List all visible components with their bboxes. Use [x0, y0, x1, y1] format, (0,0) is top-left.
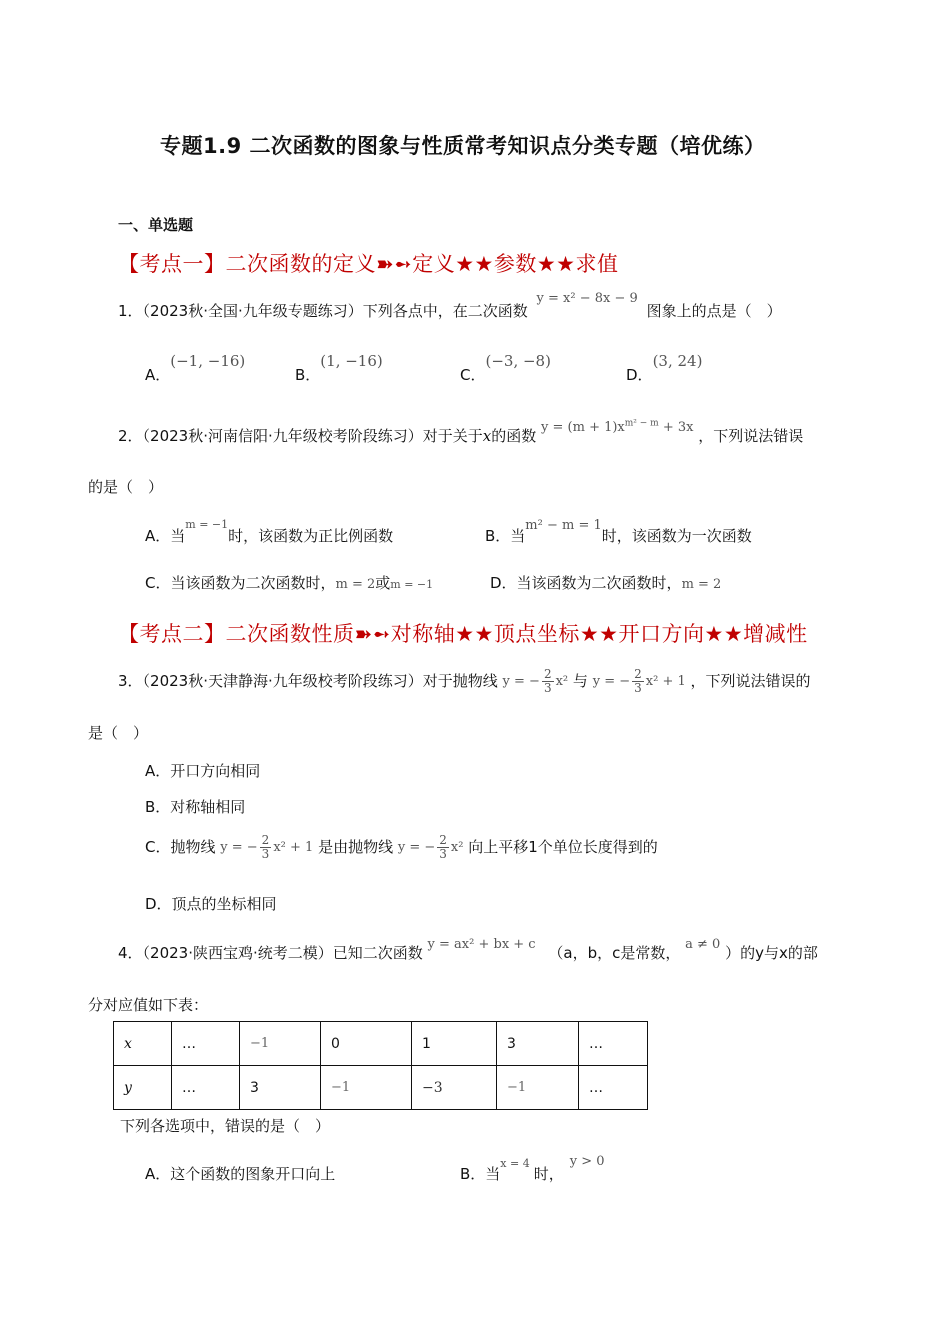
q2-var-x: x	[482, 427, 492, 445]
q3-option-c-f1-num: 2	[261, 833, 270, 847]
q4-value-table	[113, 1021, 648, 1110]
q1-option-b-value: (1, −16)	[320, 352, 383, 370]
q4-paren: （a，b，c是常数，	[548, 944, 681, 962]
q2-option-a-pre: A．当	[145, 527, 186, 545]
q3-tail: ，下列说法错误的	[690, 672, 811, 690]
q3-option-d[interactable]: D．顶点的坐标相同	[145, 895, 277, 913]
q2-tail: ，下列说法错误	[698, 427, 804, 445]
table-cell: …	[172, 1022, 240, 1066]
q3-formula-2	[593, 668, 686, 695]
q2-option-d-math: m = 2	[681, 577, 722, 592]
q1-option-c-value: (−3, −8)	[485, 352, 551, 370]
q3-f1-tail: x²	[555, 674, 569, 689]
q2-option-b-post: 时，该函数为一次函数	[601, 527, 752, 545]
q4-option-b-math1: x = 4	[500, 1157, 530, 1170]
q3-option-c-f1-tail: x² + 1	[273, 840, 314, 855]
q1-option-d-label: D．	[626, 366, 653, 384]
q3-option-c-f2-lhs: y = −	[397, 840, 436, 855]
table-cell: 3	[497, 1022, 579, 1066]
q3-option-c-f1-den: 3	[261, 847, 270, 861]
q3-option-c-f1-fraction	[260, 834, 272, 861]
q3-option-c-formula-2	[398, 834, 464, 861]
q1-option-a-label: A．	[145, 366, 171, 384]
q4-option-b[interactable]	[460, 1154, 605, 1184]
q2-option-c-or: 或	[375, 574, 391, 592]
table-cell: 1	[412, 1022, 497, 1066]
q3-option-c-f2-tail: x²	[450, 840, 464, 855]
q2-formula-tail: + 3x	[658, 420, 694, 435]
question-1	[118, 291, 782, 321]
q2-formula-base: y = (m + 1)x	[541, 420, 625, 435]
q1-option-d[interactable]	[626, 350, 703, 384]
q3-option-c-post: 向上平移1个单位长度得到的	[468, 838, 658, 856]
q3-f1-num: 2	[543, 667, 552, 681]
q4-option-b-pre: B．当	[460, 1165, 501, 1183]
q1-option-b[interactable]	[295, 350, 383, 384]
q2-option-c-math1: m = 2	[335, 577, 376, 592]
q4-formula: y = ax² + bx + c	[427, 937, 536, 952]
q2-formula-exponent: m² − m	[624, 418, 659, 429]
table-cell: x	[114, 1022, 172, 1066]
table-cell: 3	[240, 1066, 321, 1110]
q3-stem: 3．（2023秋·天津静海·九年级校考阶段练习）对于抛物线	[118, 672, 498, 690]
q1-option-d-value: (3, 24)	[652, 352, 703, 370]
q2-option-c-math2: m = −1	[390, 578, 434, 591]
q2-stem: 2．（2023秋·河南信阳·九年级校考阶段练习）对于关于	[118, 427, 483, 445]
q3-and: 与	[572, 672, 588, 690]
q1-stem: 1．（2023秋·全国·九年级专题练习）下列各点中，在二次函数	[118, 302, 528, 320]
q3-formula-1	[503, 668, 569, 695]
question-3	[118, 668, 811, 695]
q3-f2-tail: x² + 1	[645, 674, 686, 689]
q3-option-c-mid: 是由抛物线	[318, 838, 394, 856]
q2-option-b-math: m² − m = 1	[525, 518, 602, 533]
table-cell: …	[579, 1022, 648, 1066]
table-row-x	[114, 1022, 648, 1066]
q3-line2: 是（ ）	[88, 724, 149, 742]
q3-f1-lhs: y = −	[502, 674, 540, 689]
question-2	[118, 418, 804, 446]
q3-f2-den: 3	[634, 681, 642, 695]
q4-condition: a ≠ 0	[685, 937, 721, 952]
question-4	[118, 937, 818, 963]
q2-option-d[interactable]	[490, 572, 721, 593]
kaodian-1-heading: 【考点一】二次函数的定义➽➻定义★★参数★★求值	[118, 252, 619, 276]
q3-option-a[interactable]: A．开口方向相同	[145, 762, 261, 780]
q2-stem-mid: 的函数	[491, 427, 537, 445]
q3-option-c-formula-1	[220, 834, 313, 861]
q4-tail: ）的y与x的部	[725, 944, 818, 962]
q2-formula	[541, 420, 693, 435]
q3-f2-num: 2	[634, 667, 642, 681]
q4-option-b-mid: 时，	[533, 1165, 564, 1183]
q2-option-a-math: m = −1	[185, 518, 229, 531]
q3-f1-den: 3	[543, 681, 552, 695]
q4-option-a[interactable]: A．这个函数的图象开口向上	[145, 1165, 336, 1183]
q2-line2: 的是（ ）	[88, 478, 164, 496]
q1-option-b-label: B．	[295, 366, 321, 384]
q1-tail: 图象上的点是（ ）	[646, 302, 782, 320]
q2-option-d-pre: D．当该函数为二次函数时，	[490, 574, 682, 592]
page-title: 专题1.9 二次函数的图象与性质常考知识点分类专题（培优练）	[160, 134, 766, 158]
q3-f2-lhs: y = −	[592, 674, 631, 689]
q1-option-a[interactable]	[145, 350, 246, 384]
q3-option-c-f1-lhs: y = −	[220, 840, 258, 855]
q1-option-c[interactable]	[460, 350, 551, 384]
q1-formula: y = x² − 8x − 9	[536, 291, 638, 306]
table-row-y	[114, 1066, 648, 1110]
kaodian-2-heading: 【考点二】二次函数性质➽➻对称轴★★顶点坐标★★开口方向★★增减性	[118, 622, 808, 646]
table-cell: −1	[321, 1066, 412, 1110]
q3-option-c[interactable]	[145, 834, 658, 861]
q3-option-c-f2-num: 2	[439, 833, 447, 847]
q3-option-c-f2-fraction	[437, 834, 449, 861]
q3-option-c-f2-den: 3	[439, 847, 447, 861]
q2-option-a[interactable]	[145, 518, 394, 546]
q2-option-c[interactable]	[145, 572, 433, 593]
table-cell: 0	[321, 1022, 412, 1066]
table-cell: −1	[497, 1066, 579, 1110]
table-cell: …	[579, 1066, 648, 1110]
q3-f2-fraction	[632, 668, 644, 695]
table-cell: −3	[412, 1066, 497, 1110]
q3-option-c-pre: C．抛物线	[145, 838, 216, 856]
table-cell: −1	[240, 1022, 321, 1066]
q2-option-b[interactable]	[485, 518, 752, 546]
q2-option-b-pre: B．当	[485, 527, 526, 545]
q3-option-b[interactable]: B．对称轴相同	[145, 798, 246, 816]
q3-f1-fraction	[542, 668, 554, 695]
section-heading: 一、单选题	[118, 216, 194, 234]
q4-stem: 4．（2023·陕西宝鸡·统考二模）已知二次函数	[118, 944, 423, 962]
q1-option-c-label: C．	[460, 366, 486, 384]
q4-option-b-math2: y > 0	[569, 1154, 605, 1169]
q2-option-a-post: 时，该函数为正比例函数	[228, 527, 394, 545]
q4-prompt: 下列各选项中，错误的是（ ）	[120, 1117, 331, 1135]
q1-option-a-value: (−1, −16)	[170, 352, 246, 370]
q4-line2: 分对应值如下表：	[88, 996, 209, 1014]
q2-option-c-pre: C．当该函数为二次函数时，	[145, 574, 336, 592]
table-cell: …	[172, 1066, 240, 1110]
table-cell: y	[114, 1066, 172, 1110]
